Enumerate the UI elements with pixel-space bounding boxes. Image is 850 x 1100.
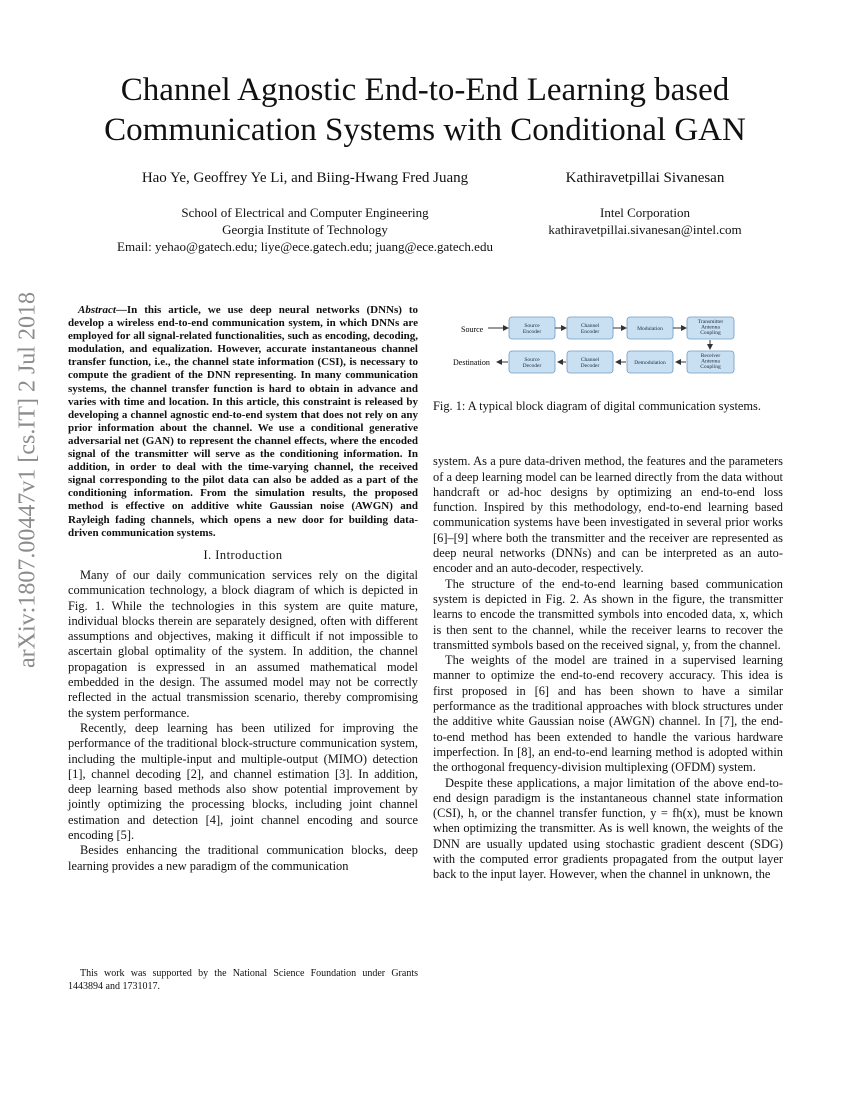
left-column — [68, 304, 418, 874]
source-label: Source — [461, 325, 484, 334]
intro-paragraph-3: Besides enhancing the traditional communication blocks, deep learning provides a new paradigm of the communication — [68, 843, 418, 873]
bottom-block-label-4: Receiver Antenna Coupling — [700, 353, 721, 370]
paper-title — [70, 70, 780, 150]
intro-paragraph-2: Recently, deep learning has been utilized for improving the performance of the traditional block-structure communication system, including the multiple-input and multiple-output (MIMO) detection [1], channel decoding [2], and channel estimation [3]. In addition, deep learning based methods also show potential improvement by jointly optimizing the processing blocks, including joint channel estimation and detection [4], joint channel encoding and source encoding [5]. — [68, 720, 418, 843]
top-block-label-3: Modulation — [637, 326, 663, 332]
affiliation-right — [520, 204, 770, 238]
title-line-2: Communication Systems with Conditional GAN — [104, 112, 746, 148]
intro-paragraph-1: Many of our daily communication services rely on the digital communication technology, a block diagram of which is depicted in Fig. 1. While the technologies in this system are quite mature, individual blocks therein are separately designed, often with different assumptions and objectives, making it difficult if not impossible to ascertain global optimality of the system. In addition, the channel propagation is expressed in an assumed mathematical model embedded in the design. The assumed model may not be correctly reflected in the actual transmission scenario, thereby compromising the system performance. — [68, 567, 418, 720]
figure-1-caption: Fig. 1: A typical block diagram of digital communication systems. — [433, 399, 761, 413]
destination-label: Destination — [453, 358, 490, 367]
affiliation-left — [100, 204, 510, 255]
abstract-text: —In this article, we use deep neural networks (DNNs) to develop a wireless end-to-end communication system, in which DNNs are employed for all signal-related functionalities, such as encoding, decoding, modulation, and equalization. However, accurate instantaneous channel transfer function, i.e., the channel state information (CSI), is necessary to compute the gradient of the DNN representing. In many communication systems, the channel transfer function is hard to obtain in advance and varies with time and location. In this article, this constraint is released by developing a channel agnostic end-to-end system that does not rely on any prior information about the channel. We use a conditional generative adversarial net (GAN) to represent the channel effects, where the encoded signal of the transmitter will serve as the conditioning information. In addition, in order to deal with the time-varying channel, the received signal corresponding to the pilot data can also be added as a part of the conditioning information. From the simulation results, the proposed method is effective on additive white Gaussian noise (AWGN) and Rayleigh fading channels, which opens a new door for building data-driven communication systems. — [68, 304, 418, 539]
affiliation-institute: Georgia Institute of Technology — [222, 222, 388, 237]
right-paragraph-1: system. As a pure data-driven method, the features and the parameters of a deep learning model can be learned directly from the data without handcraft or ad-hoc designs by optimizing an end-to-end loss function. Inspired by this methodology, end-to-end learning based communication systems have been investigated in several prior works [6]–[9] where both the transmitter and the receiver are represented as deep neural networks (DNNs) and can be interpreted as an auto-encoder and an auto-decoder, respectively. — [433, 454, 783, 576]
footnote: This work was supported by the National Science Foundation under Grants 1443894 and 1731017. — [68, 968, 418, 992]
right-paragraph-3: The weights of the model are trained in a supervised learning manner to optimize the end-to-end recovery accuracy. This idea is first proposed in [6] and has been shown to have a similar performance as the traditional approaches with block structures under the additive white Gaussian noise (AWGN) channel. In [7], the end-to-end method has been extended to handle the various hardware imperfection. In [8], an end-to-end learning method is adopted within the orthogonal frequency-division multiplexing (OFDM) system. — [433, 653, 783, 775]
right-column-text — [433, 454, 783, 882]
bottom-block-label-3: Demodulation — [634, 360, 666, 366]
right-paragraph-2: The structure of the end-to-end learning based communication system is depicted in Fig. 2. As shown in the figure, the transmitter learns to encode the transmitted symbols into encoded data, x, which is then sent to the channel, while the receiver learns to recover the transmitted symbols based on the received signal, y, from the channel. — [433, 576, 783, 652]
section-heading-introduction: I. Introduction — [203, 547, 283, 562]
arxiv-id: arXiv:1807.00447v1 [cs.IT] 2 Jul 2018 — [14, 292, 41, 668]
right-column — [433, 304, 783, 883]
right-paragraph-4: Despite these applications, a major limitation of the above end-to-end design paradigm is the instantaneous channel state information (CSI), h, or the channel transfer function, y = fh(x), must be known when optimizing the transmitter. As is well known, the weights of the DNN are usually updated using stochastic gradient descent (SDG) with the computed error gradients propagated from the output layer back to the input layer. However, when the channel in unknown, the — [433, 775, 783, 882]
bottom-block-label-2: Channel Decoder — [580, 357, 600, 369]
abstract — [68, 304, 418, 540]
affiliation-email: kathiravetpillai.sivanesan@intel.com — [548, 222, 742, 237]
affiliation-emails: Email: yehao@gatech.edu; liye@ece.gatech.edu; juang@ece.gatech.edu — [117, 239, 493, 254]
block-diagram — [433, 304, 783, 399]
top-block-label-1: Source Encoder — [522, 323, 542, 335]
authors-left: Hao Ye, Geoffrey Ye Li, and Biing-Hwang Fred Juang — [141, 170, 469, 186]
figure-1 — [433, 304, 783, 399]
abstract-label: Abstract — [78, 304, 116, 316]
affiliation-school: School of Electrical and Computer Engineering — [181, 205, 429, 220]
top-block-label-2: Channel Encoder — [580, 323, 600, 335]
affiliation-company: Intel Corporation — [600, 205, 690, 220]
title-line-1: Channel Agnostic End-to-End Learning based — [120, 72, 730, 108]
authors-right: Kathiravetpillai Sivanesan — [565, 170, 725, 186]
top-block-label-4: Transmitter Antenna Coupling — [697, 319, 724, 336]
bottom-block-label-1: Source Decoder — [522, 357, 542, 369]
